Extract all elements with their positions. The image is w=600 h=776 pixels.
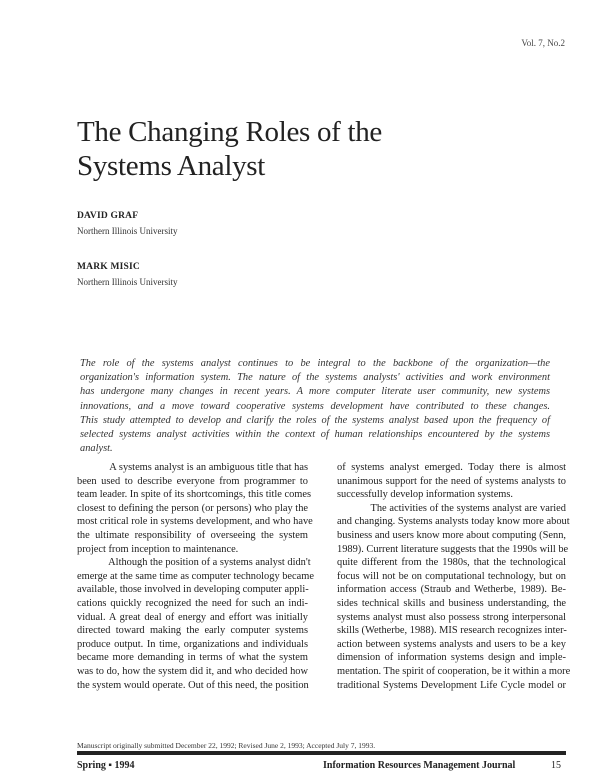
text-line: innovations, and a move toward cooperative systems development have contributed to these changes.: [80, 400, 550, 412]
title-line: Systems Analyst: [77, 150, 266, 182]
text-line: systems analyst must also possess strong interpersonal: [337, 611, 566, 623]
volume-label: Vol. 7, No.2: [521, 38, 565, 48]
text-line: the ultimate responsibility of overseeing the system: [77, 529, 308, 541]
text-line: successfully develop information systems.: [337, 489, 514, 501]
text-line: closest to defining the person (or persons) who play the: [77, 502, 308, 514]
text-line: has undergone many changes in recent years. A more computer literate user community, new systems: [80, 386, 550, 398]
text-line: mentation. The spirit of cooperation, be it within a more: [337, 665, 571, 677]
author-name: MARK MISIC: [77, 262, 140, 272]
text-line: unanimous support for the need of systems analysts to: [337, 475, 566, 487]
article-title: [77, 115, 382, 183]
text-line: most critical role in systems development, and who have: [77, 516, 313, 528]
author-affiliation: Northern Illinois University: [77, 277, 178, 287]
manuscript-note: Manuscript originally submitted December 22, 1992; Revised June 2, 1993; Accepted July 7, 1993.: [77, 741, 376, 750]
text-line: The role of the systems analyst continues to be integral to the backbone of the organization—the: [80, 358, 550, 369]
text-line: Although the position of a systems analyst didn't: [77, 557, 311, 569]
title-line: The Changing Roles of the: [77, 116, 383, 148]
text-line: available, those involved in developing computer appli-: [77, 584, 309, 596]
text-line: and changing. Systems analysts today know more about: [337, 516, 570, 528]
text-line: team leader. In spite of its shortcomings, this title comes: [77, 489, 312, 501]
page-number: 15: [551, 760, 561, 771]
body-column-right: [337, 461, 571, 692]
text-line: the system would operate. Out of this need, the position: [77, 679, 309, 691]
text-line: cations quickly recognized the need for such an indi-: [77, 597, 308, 609]
author-name: DAVID GRAF: [77, 211, 139, 221]
text-line: business and users know more about computing (Senn,: [337, 529, 566, 541]
text-line: organization's information system. The nature of the systems analysts' activities and work environment: [80, 372, 550, 384]
text-line: became more demanding in terms of what the system: [77, 652, 308, 664]
text-line: action between systems analysts and users to be a key: [337, 638, 566, 650]
text-line: produce output. In time, organizations and individuals: [77, 638, 308, 650]
text-line: sides technical skills and business understanding, the: [337, 597, 566, 609]
text-line: selected systems analyst activities within the context of human relationships encountered by the systems: [80, 429, 550, 441]
body-column-left: [77, 461, 314, 692]
abstract: [80, 357, 550, 456]
text-line: emerge at the same time as computer technology became: [77, 570, 314, 582]
text-line: directed toward making the early computer systems: [77, 625, 308, 637]
text-line: dimension of information systems design and imple-: [337, 652, 566, 664]
footer-issue: Spring ▪ 1994: [77, 760, 135, 771]
text-line: of systems analyst emerged. Today there is almost: [337, 462, 566, 473]
author-affiliation: Northern Illinois University: [77, 226, 178, 236]
text-line: information access (Straub and Wetherbe, 1989). Be-: [337, 584, 566, 596]
text-line: vidual. A great deal of energy and effort was initially: [77, 611, 308, 623]
footer-rule: [77, 751, 566, 755]
footer-journal: Information Resources Management Journal: [323, 760, 516, 771]
text-line: quite different from the 1980s, that the technological: [337, 557, 566, 569]
text-line: The activities of the systems analyst are varied: [337, 502, 566, 514]
text-line: was to do, how the system did it, and who decided how: [77, 665, 308, 677]
text-line: A systems analyst is an ambiguous title that has: [77, 462, 308, 473]
text-line: traditional Systems Development Life Cycle model or: [337, 679, 566, 691]
text-line: 1989). Current literature suggests that the 1990s will be: [337, 543, 569, 555]
text-line: project from inception to maintenance.: [77, 543, 239, 555]
text-line: skills (Wetherbe, 1988). MIS research recognizes inter-: [337, 625, 567, 637]
text-line: been used to describe everyone from programmer to: [77, 475, 308, 487]
text-line: focus will not be on computational technology, but on: [337, 570, 566, 582]
text-line: This study attempted to develop and clarify the roles of the systems analyst based upon the frequency of: [80, 414, 550, 426]
text-line: analyst.: [80, 443, 113, 455]
